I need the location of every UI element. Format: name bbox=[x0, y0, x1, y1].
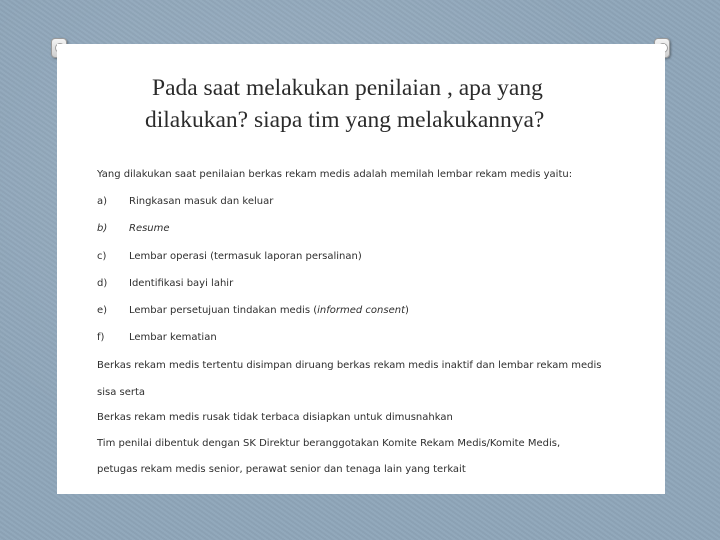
slide-page bbox=[57, 44, 665, 494]
list-text: Ringkasan masuk dan keluar bbox=[129, 196, 274, 207]
list-marker: c) bbox=[97, 251, 107, 262]
list-text: Lembar kematian bbox=[129, 332, 217, 343]
list-marker: d) bbox=[97, 278, 108, 289]
slide-title bbox=[57, 72, 665, 136]
title-line-2: dilakukan? siapa tim yang melakukannya? bbox=[145, 107, 545, 133]
list-text-after: ) bbox=[405, 305, 409, 316]
list-text: Resume bbox=[129, 223, 170, 234]
intro-text: Yang dilakukan saat penilaian berkas rekam medis adalah memilah lembar rekam medis yaitu: bbox=[97, 169, 573, 180]
paragraph-line: Berkas rekam medis rusak tidak terbaca disiapkan untuk dimusnahkan bbox=[97, 412, 453, 423]
list-marker: a) bbox=[97, 196, 108, 207]
paragraph-line: Berkas rekam medis tertentu disimpan diruang berkas rekam medis inaktif dan lembar rekam medis bbox=[97, 360, 602, 371]
list-text: Lembar operasi (termasuk laporan persalinan) bbox=[129, 251, 362, 262]
list-marker: f) bbox=[97, 332, 105, 343]
list-marker: b) bbox=[97, 223, 108, 234]
list-text: Identifikasi bayi lahir bbox=[129, 278, 234, 289]
paragraph-line: petugas rekam medis senior, perawat senior dan tenaga lain yang terkait bbox=[97, 464, 466, 475]
paragraph-line: sisa serta bbox=[97, 387, 146, 398]
list-text bbox=[129, 304, 409, 318]
title-line-1: Pada saat melakukan penilaian , apa yang bbox=[152, 75, 543, 101]
list-marker: e) bbox=[97, 305, 108, 316]
list-text-italic: informed consent bbox=[317, 305, 406, 316]
list-text-before: Lembar persetujuan tindakan medis ( bbox=[129, 305, 318, 316]
paragraph-line: Tim penilai dibentuk dengan SK Direktur beranggotakan Komite Rekam Medis/Komite Medis, bbox=[97, 438, 561, 449]
